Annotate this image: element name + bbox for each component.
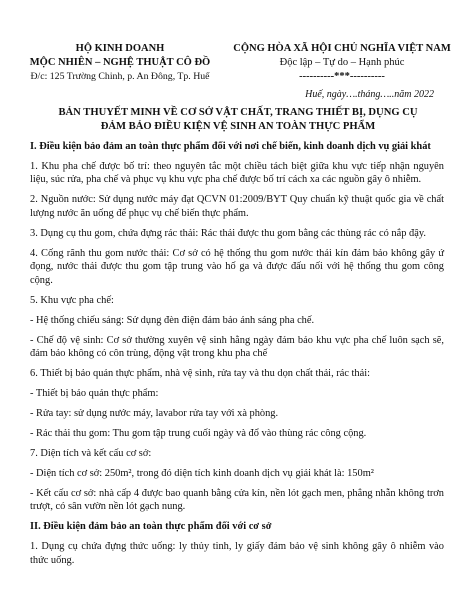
paragraph: 7. Diện tích và kết cấu cơ sở: xyxy=(30,448,152,460)
document-body xyxy=(30,140,444,574)
organization-header xyxy=(22,42,218,84)
document-title xyxy=(26,106,450,134)
org-line-1: HỘ KINH DOANH xyxy=(75,43,165,54)
paragraph: 3. Dụng cụ thu gom, chứa đựng rác thải: Rác thải được thu gom bằng các thùng rác có nắp đậy. xyxy=(30,227,426,239)
paragraph: - Chế độ vệ sinh: Cơ sở thường xuyên vệ sinh hằng ngày đảm bảo khu vực pha chế luôn sạch sẽ, đảm bảo không có côn trùng, động vật trong khu pha chế xyxy=(30,334,444,360)
paragraph: - Hệ thống chiếu sáng: Sử dụng đèn điện đảm bảo ánh sáng pha chế. xyxy=(30,314,315,326)
paragraph: 4. Cống rãnh thu gom nước thải: Cơ sở có hệ thống thu gom nước thải kín đảm bảo không gây ứ đọng, nước thải được thu gom tập trung vào hố ga và được đấu nối với hệ thống thu gom công cộng. xyxy=(30,247,444,286)
nation-motto: Độc lập – Tự do – Hạnh phúc xyxy=(279,57,405,68)
paragraph: - Rác thải thu gom: Thu gom tập trung cuối ngày và đổ vào thùng rác công cộng. xyxy=(30,428,367,440)
title-line-2: ĐẢM BẢO ĐIỀU KIỆN VỆ SINH AN TOÀN THỰC PHẨM xyxy=(100,121,376,132)
paragraph: 5. Khu vực pha chế: xyxy=(30,294,114,306)
org-address: Đ/c: 125 Trường Chinh, p. An Đông, Tp. Huế xyxy=(30,71,210,82)
paragraph: 6. Thiết bị bảo quản thực phẩm, nhà vệ sinh, rửa tay và thu dọn chất thải, rác thải: xyxy=(30,368,371,380)
paragraph: - Diện tích cơ sở: 250m², trong đó diện tích kinh doanh dịch vụ giải khát là: 150m² xyxy=(30,468,374,480)
nation-header xyxy=(222,42,462,102)
document-date: Huế, ngày….tháng…..năm 2022 xyxy=(305,89,434,100)
paragraph: - Kết cấu cơ sở: nhà cấp 4 được bao quanh bằng cửa kín, nền lót gạch men, phẳng nhẵn không trơn trượt, có sân vườn nền lót gạch nung. xyxy=(30,488,444,513)
org-line-2: MỘC NHIÊN – NGHỆ THUẬT CÔ ĐỒ xyxy=(29,57,211,68)
paragraph: 1. Dụng cụ chứa đựng thức uống: ly thủy tinh, ly giấy đảm bảo vệ sinh không gây ô nhiễm vào thức uống. xyxy=(30,541,444,566)
title-line-1: BẢN THUYẾT MINH VỀ CƠ SỞ VẬT CHẤT, TRANG THIẾT BỊ, DỤNG CỤ xyxy=(58,107,418,118)
header-separator: ----------***---------- xyxy=(299,71,385,82)
paragraph: - Rửa tay: sử dụng nước máy, lavabor rửa tay với xà phòng. xyxy=(30,408,279,420)
section-heading-1: I. Điều kiện bảo đảm an toàn thực phẩm đối với nơi chế biến, kinh doanh dịch vụ giải khát xyxy=(30,141,431,152)
nation-name: CỘNG HÒA XÃ HỘI CHỦ NGHĨA VIỆT NAM xyxy=(233,43,451,54)
paragraph: 2. Nguồn nước: Sử dụng nước máy đạt QCVN 01:2009/BYT Quy chuẩn kỹ thuật quốc gia về chất lượng nước ăn uống để phục vụ chế biến thực phẩm. xyxy=(30,194,444,219)
paragraph: - Thiết bị bảo quản thực phẩm: xyxy=(30,388,159,400)
section-heading-2: II. Điều kiện đảm bảo an toàn thực phẩm đối với cơ sở xyxy=(30,521,272,533)
paragraph: 1. Khu pha chế được bố trí: theo nguyên tắc một chiều tách biệt giữa khu vực tiếp nhận nguyên liệu, súc rửa, pha chế và phục vụ khu vực pha chế được bố trí cách xa các nguồn gây ô nhiễm. xyxy=(30,161,444,186)
